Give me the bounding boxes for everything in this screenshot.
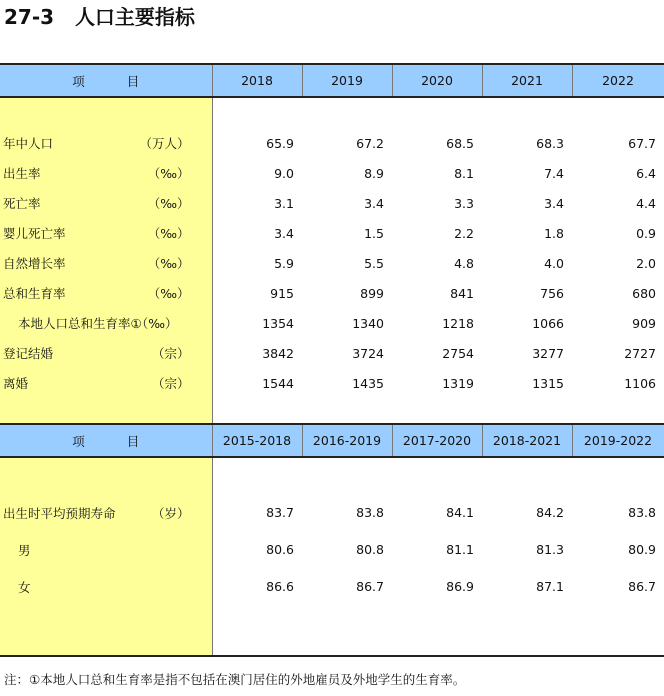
table-row bbox=[0, 278, 664, 308]
row-label: 年中人口 bbox=[3, 136, 54, 151]
table-cell: 1340 bbox=[352, 315, 384, 331]
row-unit: （‰） bbox=[147, 226, 190, 241]
table-cell: 67.7 bbox=[628, 135, 656, 151]
period-header: 2019-2022 bbox=[572, 424, 664, 457]
table-cell: 1.5 bbox=[364, 225, 384, 241]
table-cell: 81.3 bbox=[536, 542, 564, 557]
row-label: 出生率 bbox=[3, 166, 41, 181]
row-unit: （岁） bbox=[151, 505, 190, 521]
table-cell: 80.8 bbox=[356, 542, 384, 557]
table-cell: 3.3 bbox=[454, 195, 474, 211]
row-unit: （宗） bbox=[151, 346, 190, 361]
table-cell: 3.4 bbox=[274, 225, 294, 241]
table-cell: 65.9 bbox=[266, 135, 294, 151]
table-cell: 1319 bbox=[442, 375, 474, 391]
item-header: 项 目 bbox=[0, 64, 212, 97]
row-unit: （‰） bbox=[147, 286, 190, 301]
table-header-row bbox=[0, 424, 664, 457]
table-cell: 1066 bbox=[532, 315, 564, 331]
year-header: 2019 bbox=[302, 64, 392, 97]
table-cell: 86.7 bbox=[356, 579, 384, 594]
table-cell: 68.3 bbox=[536, 135, 564, 151]
row-unit: （‰） bbox=[147, 196, 190, 211]
row-label: 死亡率 bbox=[3, 196, 41, 211]
table-cell: 841 bbox=[450, 285, 474, 301]
table-row bbox=[0, 308, 664, 338]
row-unit: （‰） bbox=[135, 316, 178, 331]
table-cell: 2727 bbox=[624, 345, 656, 361]
table-cell: 5.9 bbox=[274, 255, 294, 271]
period-header: 2018-2021 bbox=[482, 424, 572, 457]
table-cell: 680 bbox=[632, 285, 656, 301]
year-header: 2020 bbox=[392, 64, 482, 97]
table-cell: 1315 bbox=[532, 375, 564, 391]
table-cell: 9.0 bbox=[274, 165, 294, 181]
table-row bbox=[0, 338, 664, 368]
table-cell: 915 bbox=[270, 285, 294, 301]
page-title: 27-3 人口主要指标 bbox=[4, 5, 195, 29]
table-cell: 3.4 bbox=[364, 195, 384, 211]
table-cell: 1435 bbox=[352, 375, 384, 391]
table-cell: 4.4 bbox=[636, 195, 656, 211]
table-cell: 1218 bbox=[442, 315, 474, 331]
row-label: 出生时平均预期寿命 bbox=[3, 505, 116, 521]
table-cell: 5.5 bbox=[364, 255, 384, 271]
table-cell: 1354 bbox=[262, 315, 294, 331]
table-row bbox=[0, 128, 664, 158]
row-label: 男 bbox=[18, 542, 31, 558]
table-row bbox=[0, 248, 664, 278]
row-label: 总和生育率 bbox=[3, 286, 66, 301]
table-cell: 67.2 bbox=[356, 135, 384, 151]
table-cell: 86.9 bbox=[446, 579, 474, 594]
table-cell: 3.4 bbox=[544, 195, 564, 211]
table-cell: 899 bbox=[360, 285, 384, 301]
table-cell: 1106 bbox=[624, 375, 656, 391]
year-header: 2018 bbox=[212, 64, 302, 97]
table-cell: 1.8 bbox=[544, 225, 564, 241]
table-cell: 83.7 bbox=[266, 505, 294, 520]
table-cell: 84.1 bbox=[446, 505, 474, 520]
table-cell: 3842 bbox=[262, 345, 294, 361]
annual-indicators-table bbox=[0, 63, 664, 424]
table-cell: 83.8 bbox=[628, 505, 656, 520]
row-unit: （‰） bbox=[147, 166, 190, 181]
row-label: 女 bbox=[18, 579, 31, 595]
period-header: 2015-2018 bbox=[212, 424, 302, 457]
row-label: 登记结婚 bbox=[3, 346, 54, 361]
table-cell: 86.6 bbox=[266, 579, 294, 594]
year-header: 2021 bbox=[482, 64, 572, 97]
table-row bbox=[0, 368, 664, 398]
table-row bbox=[0, 188, 664, 218]
year-header: 2022 bbox=[572, 64, 664, 97]
table-cell: 84.2 bbox=[536, 505, 564, 520]
row-label: 婴儿死亡率 bbox=[3, 226, 66, 241]
row-label: 离婚 bbox=[3, 376, 29, 391]
life-expectancy-table bbox=[0, 423, 664, 657]
table-cell: 80.9 bbox=[628, 542, 656, 557]
table-row bbox=[0, 568, 664, 605]
item-header: 项 目 bbox=[0, 424, 212, 457]
table-cell: 68.5 bbox=[446, 135, 474, 151]
table-cell: 909 bbox=[632, 315, 656, 331]
table-cell: 3.1 bbox=[274, 195, 294, 211]
row-unit: （万人） bbox=[139, 136, 190, 151]
footnote: 注：①本地人口总和生育率是指不包括在澳门居住的外地雇员及外地学生的生育率。 bbox=[4, 672, 466, 687]
table-row bbox=[0, 218, 664, 248]
row-unit: （宗） bbox=[151, 376, 190, 391]
table-cell: 0.9 bbox=[636, 225, 656, 241]
table-cell: 756 bbox=[540, 285, 564, 301]
row-unit: （‰） bbox=[147, 256, 190, 271]
table-row bbox=[0, 158, 664, 188]
table-cell: 2.0 bbox=[636, 255, 656, 271]
table-row bbox=[0, 494, 664, 531]
table-cell: 81.1 bbox=[446, 542, 474, 557]
table-cell: 8.9 bbox=[364, 165, 384, 181]
table-cell: 80.6 bbox=[266, 542, 294, 557]
table-cell: 7.4 bbox=[544, 165, 564, 181]
row-label: 本地人口总和生育率① bbox=[18, 316, 142, 331]
table-header-row bbox=[0, 64, 664, 97]
period-header: 2016-2019 bbox=[302, 424, 392, 457]
table-cell: 2754 bbox=[442, 345, 474, 361]
table-cell: 3277 bbox=[532, 345, 564, 361]
table-cell: 6.4 bbox=[636, 165, 656, 181]
table-cell: 4.8 bbox=[454, 255, 474, 271]
period-header: 2017-2020 bbox=[392, 424, 482, 457]
table-cell: 86.7 bbox=[628, 579, 656, 594]
table-cell: 3724 bbox=[352, 345, 384, 361]
table-cell: 1544 bbox=[262, 375, 294, 391]
table-row bbox=[0, 531, 664, 568]
table-cell: 87.1 bbox=[536, 579, 564, 594]
table-cell: 8.1 bbox=[454, 165, 474, 181]
table-cell: 4.0 bbox=[544, 255, 564, 271]
row-label: 自然增长率 bbox=[3, 256, 66, 271]
table-cell: 2.2 bbox=[454, 225, 474, 241]
table-cell: 83.8 bbox=[356, 505, 384, 520]
